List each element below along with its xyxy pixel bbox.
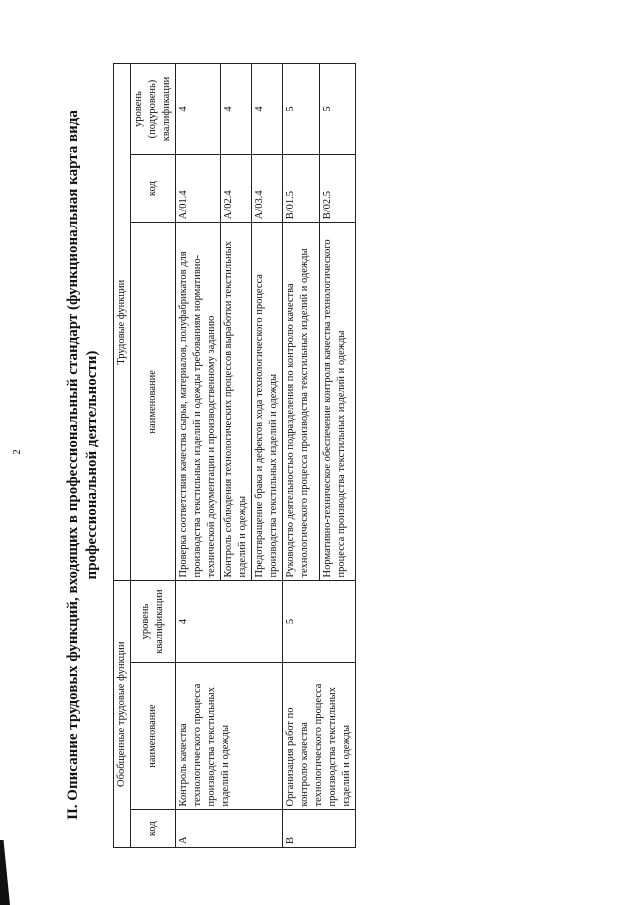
- group-code: A: [176, 810, 283, 848]
- function-name: Руководство деятельностью подразделения по контролю качества технологического процесса производства текстильных изделий и одежды: [283, 223, 320, 581]
- table-row: [176, 64, 221, 848]
- header-name-2: наименование: [131, 223, 176, 581]
- section-title-line1: II. Описание трудовых функций, входящих в профессиональный стандарт (функциональная карта вида: [65, 110, 81, 820]
- generalized-functions-header: Обобщенные трудовые функции: [114, 581, 131, 848]
- group-code: B: [283, 810, 356, 848]
- function-name: Нормативно-техническое обеспечение контроля качества технологического процесса производства текстильных изделий и одежды: [319, 223, 356, 581]
- function-level: 5: [283, 64, 320, 155]
- function-level: 4: [221, 64, 252, 155]
- group-name: Организация работ по контролю качества технологического процесса производства текстильных изделий и одежды: [283, 662, 356, 810]
- function-name: Контроль соблюдения технологических процессов выработки текстильных изделий и одежды: [221, 223, 252, 581]
- section-title-line2: профессиональной деятельности): [84, 350, 100, 580]
- header-level-2: уровень (подуровень) квалификации: [131, 64, 176, 155]
- function-level: 4: [252, 64, 283, 155]
- function-level: 5: [319, 64, 356, 155]
- functional-map-table: [113, 63, 356, 848]
- function-code: B/02.5: [319, 155, 356, 223]
- labor-functions-header: Трудовые функции: [114, 64, 131, 581]
- header-row-1: [114, 64, 131, 848]
- function-name: Предотвращение брака и дефектов хода технологического процесса производства текстильных изделий и одежды: [252, 223, 283, 581]
- function-code: A/02.4: [221, 155, 252, 223]
- function-code: A/03.4: [252, 155, 283, 223]
- header-name: наименование: [131, 662, 176, 810]
- function-code: A/01.4: [176, 155, 221, 223]
- table-row: [283, 64, 320, 848]
- function-code: B/01.5: [283, 155, 320, 223]
- header-code-2: код: [131, 155, 176, 223]
- header-row-2: [131, 64, 176, 848]
- function-level: 4: [176, 64, 221, 155]
- header-code: код: [131, 810, 176, 848]
- group-name: Контроль качества технологического процесса производства текстильных изделий и одежды: [176, 662, 283, 810]
- header-level: уровень квалификации: [131, 581, 176, 662]
- group-level: 4: [176, 581, 283, 662]
- group-level: 5: [283, 581, 356, 662]
- function-name: Проверка соответствия качества сырья, материалов, полуфабрикатов для производства текстильных изделий и одежды требованиям нормативно-технической документации и производственному заданию: [176, 223, 221, 581]
- page-number: 2: [10, 449, 23, 455]
